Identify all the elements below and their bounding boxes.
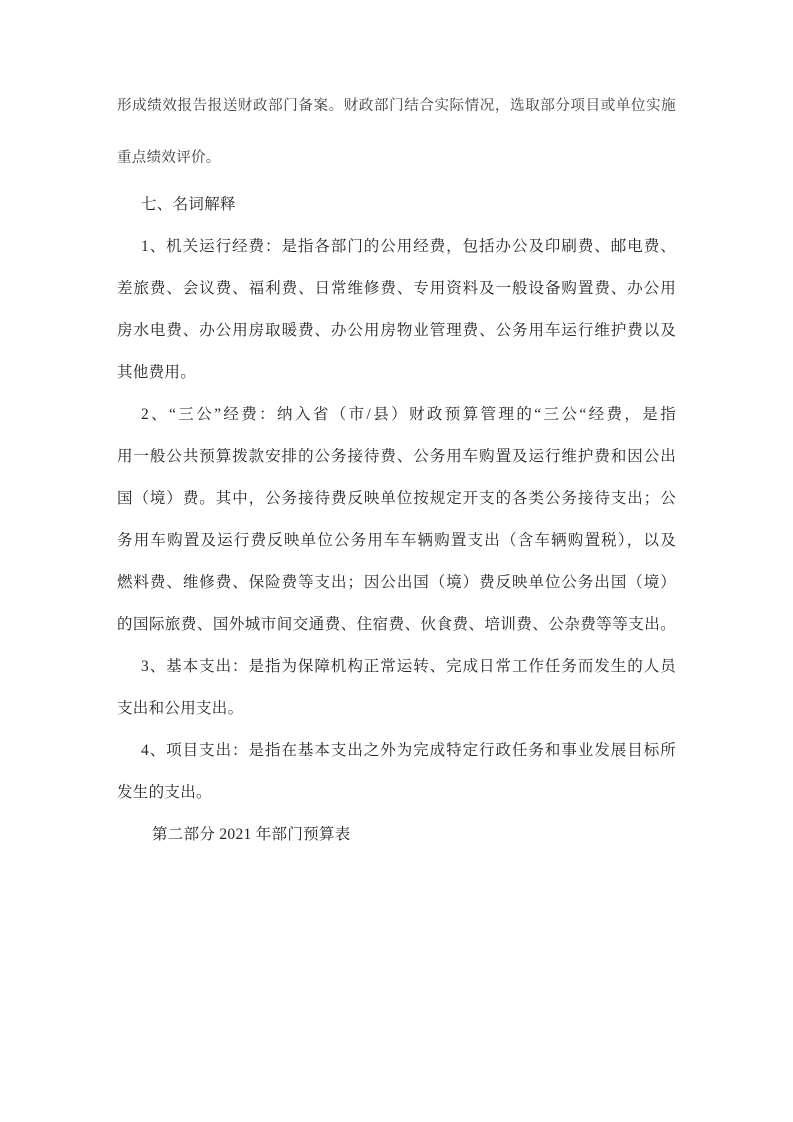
- paragraph-term-three-public-funds: [117, 394, 676, 646]
- text-line: 国（境）费。其中，公务接待费反映单位按规定开支的各类公务接待支出；公: [117, 490, 676, 507]
- text-line: 发生的支出。: [117, 784, 212, 801]
- text-line: 的国际旅费、国外城市间交通费、住宿费、伙食费、培训费、公杂费等等支出。: [117, 616, 676, 633]
- paragraph-term-basic-expenditure: [117, 646, 676, 730]
- text-line: 支出和公用支出。: [117, 700, 244, 717]
- paragraph-performance-evaluation: [117, 80, 676, 184]
- text-line: 2、“三公”经费：纳入省（市/县）财政预算管理的“三公“经费，是指: [141, 406, 676, 423]
- text-line: 燃料费、维修费、保险费等支出；因公出国（境）费反映单位公务出国（境）: [117, 574, 676, 591]
- text-line: 差旅费、会议费、福利费、日常维修费、专用资料及一般设备购置费、办公用: [117, 280, 676, 297]
- text-line: 重点绩效评价。: [117, 150, 221, 166]
- paragraph-term-agency-operating-funds: [117, 226, 676, 394]
- text-line: 用一般公共预算拨款安排的公务接待费、公务用车购置及运行维护费和因公出: [117, 448, 676, 465]
- text-line: 4、项目支出：是指在基本支出之外为完成特定行政任务和事业发展目标所: [141, 742, 676, 759]
- text-line: 务用车购置及运行费反映单位公务用车车辆购置支出（含车辆购置税），以及: [117, 532, 676, 549]
- section-heading-glossary: 七、名词解释: [141, 196, 236, 213]
- text-line: 3、基本支出：是指为保障机构正常运转、完成日常工作任务而发生的人员: [141, 658, 676, 675]
- text-line: 形成绩效报告报送财政部门备案。财政部门结合实际情况，选取部分项目或单位实施: [117, 98, 676, 114]
- text-line: 其他费用。: [117, 364, 197, 381]
- text-line: 房水电费、办公用房取暖费、办公用房物业管理费、公务用车运行维护费以及: [117, 322, 676, 339]
- section-heading-part2-budget-tables: 第二部分 2021 年部门预算表: [152, 826, 351, 843]
- text-line: 1、机关运行经费：是指各部门的公用经费，包括办公及印刷费、邮电费、: [141, 238, 676, 255]
- paragraph-term-project-expenditure: [117, 730, 676, 814]
